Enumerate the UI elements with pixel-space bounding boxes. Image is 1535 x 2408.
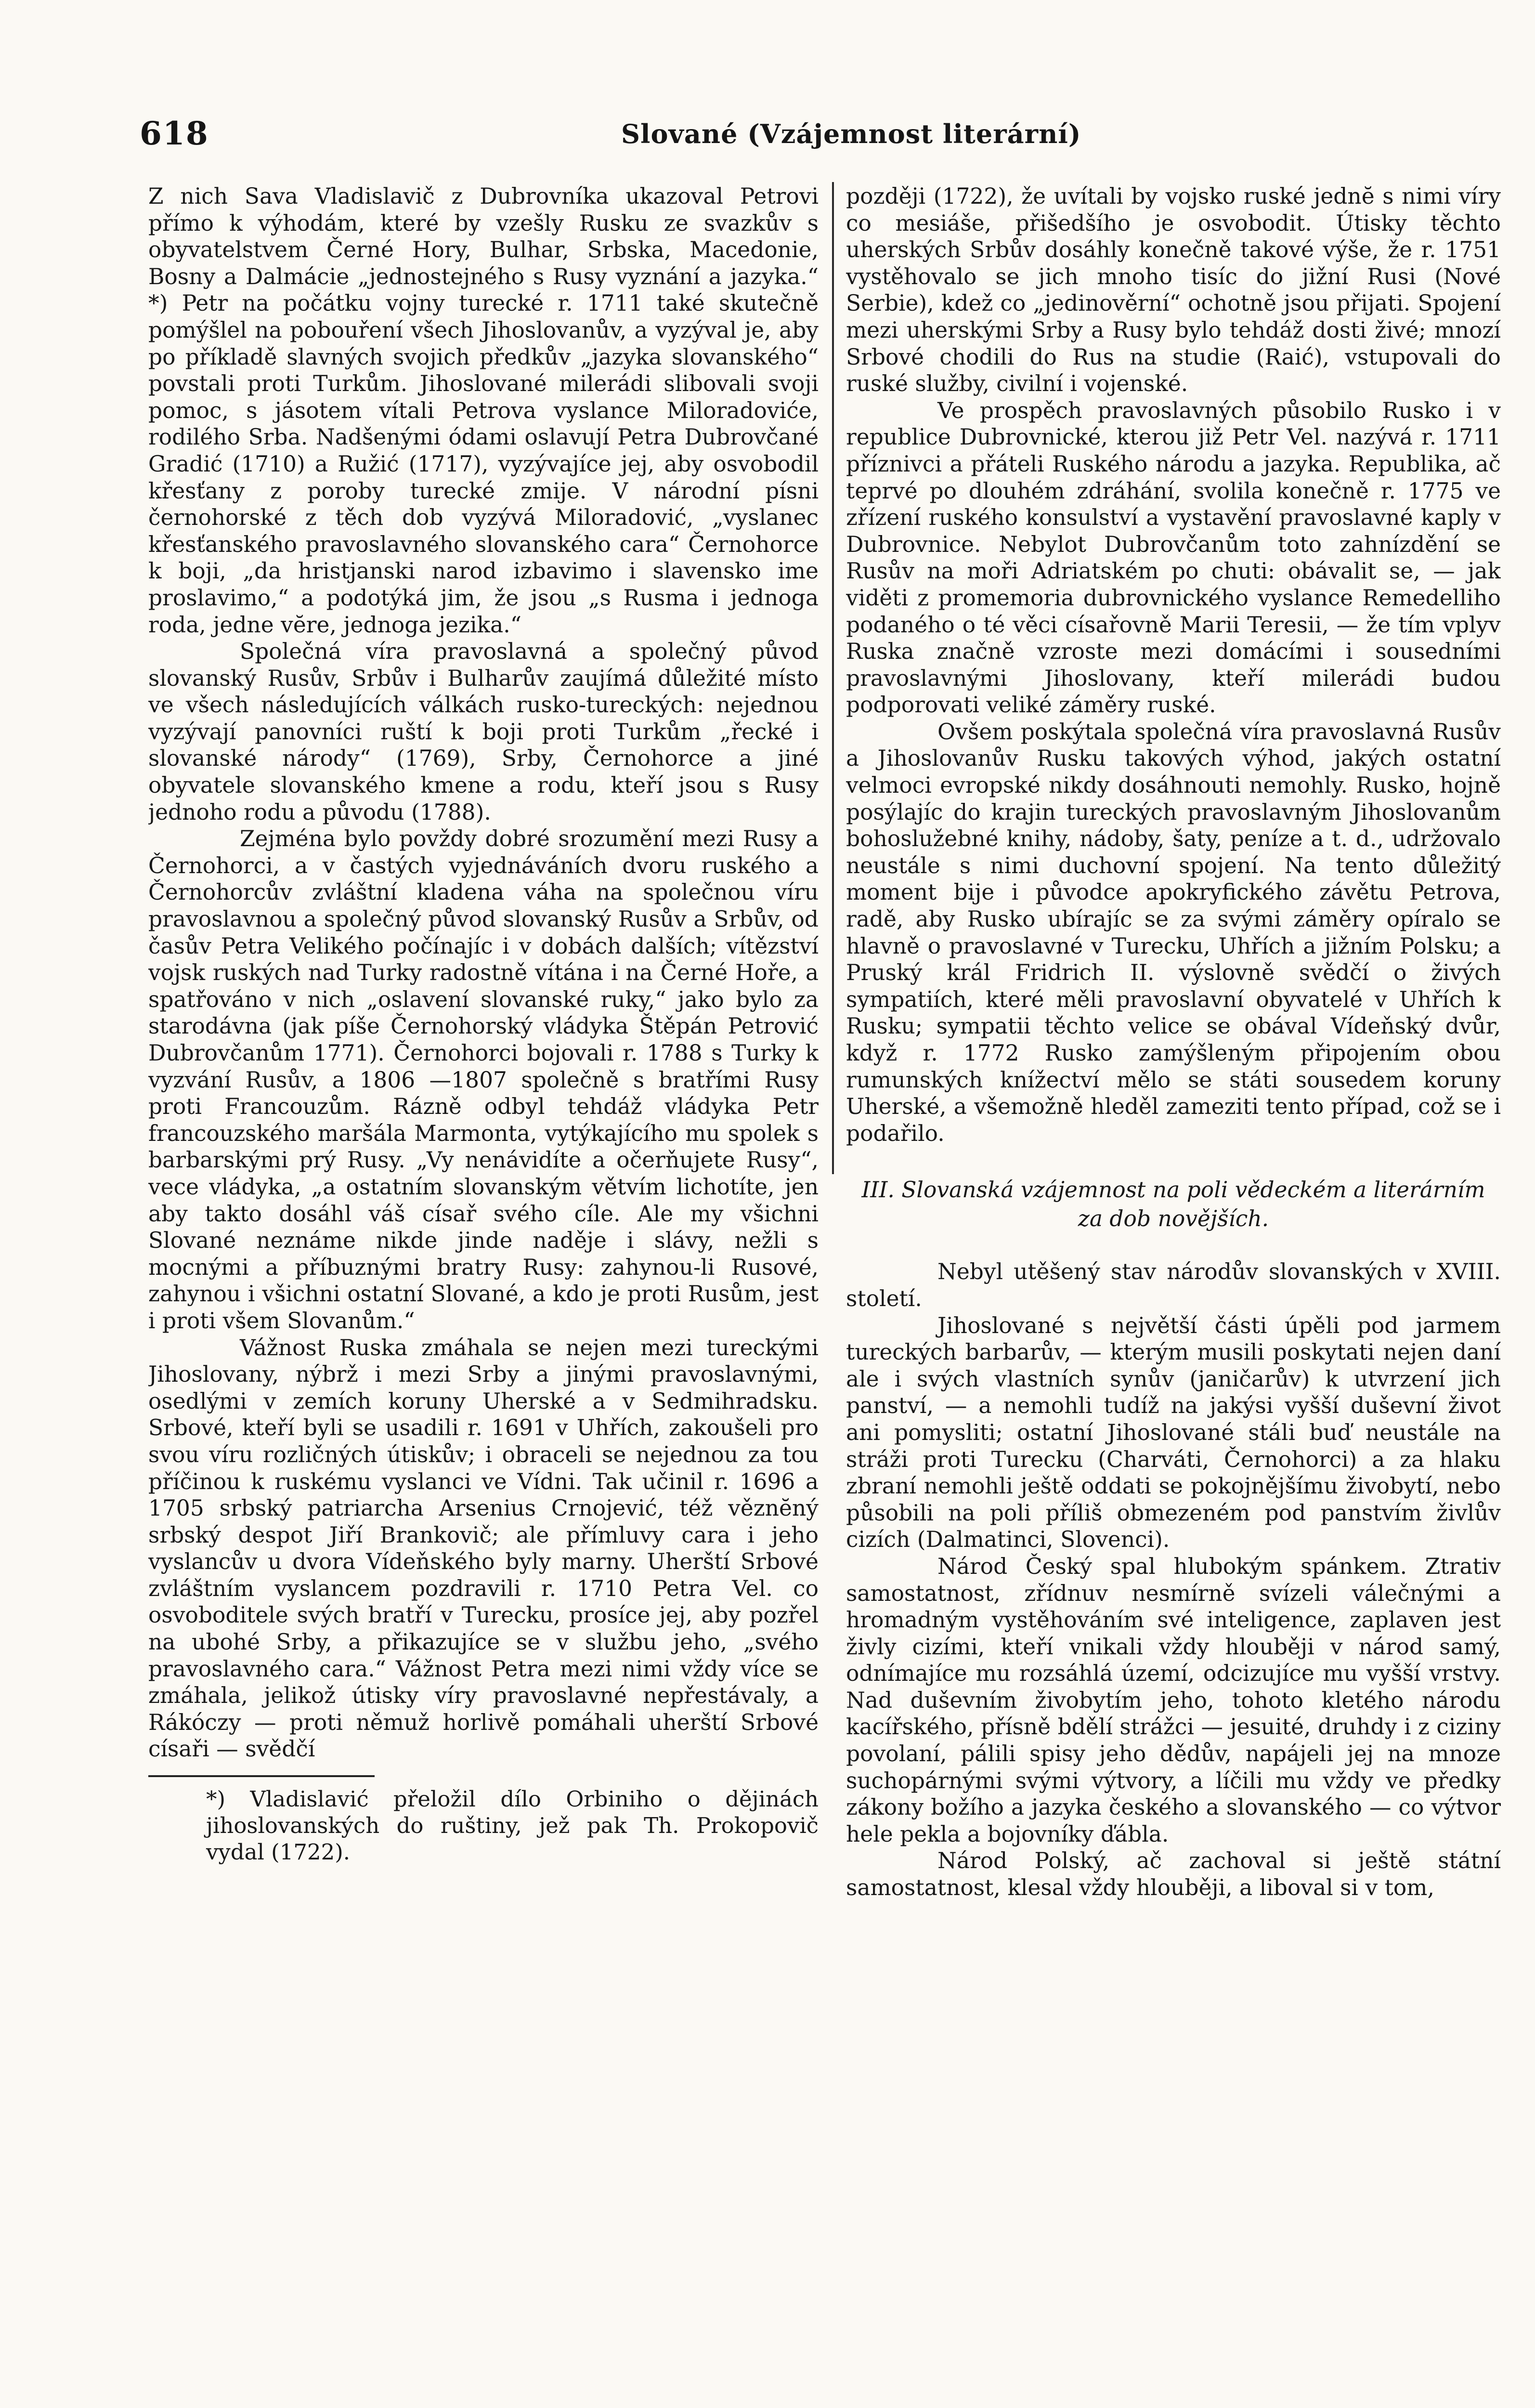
column-divider [832, 182, 834, 1174]
page-number: 618 [140, 115, 209, 152]
paragraph: Společná víra pravoslavná a společný původ slovanský Rusův, Srbův i Bulharův zaujímá důležité místo ve všech následujících válkách rusko-tureckých: nejednou vyzývají panovníci ruští k boji proti Turkům „řecké i slovanské národy“ (1769), Srby, Černohorce a jiné obyvatele slovanského kmene a rodu, kteří jsou s Rusy jednoho rodu a původu (1788). [148, 639, 819, 825]
paragraph: Ovšem poskýtala společná víra pravoslavná Rusův a Jihoslovanův Rusku takových výhod, jakých ostatní velmoci evropské nikdy dosáhnouti nemohly. Rusko, hojně posýlajíc do krajin tureckých pravoslavným Jihoslovanům bohoslužebné knihy, nádoby, šaty, peníze a t. d., udržovalo neustále s nimi duchovní spojení. Na tento důležitý moment bije i původce apokryfického závětu Petrova, radě, aby Rusko ubírajíc se za svými záměry opíralo se hlavně o pravoslavné v Turecku, Uhřích a jižním Polsku; a Pruský král Fridrich II. výslovně svědčí o živých sympatiích, které měli pravoslavní obyvatelé v Uhřích k Rusku; sympatii těchto velice se obával Vídeňský dvůr, když r. 1772 Rusko zamýšleným připojením obou rumunských knížectví mělo se státi sousedem koruny Uherské, a všemožně hleděl zameziti tento případ, což se i podařilo. [846, 719, 1501, 1146]
paragraph: Ve prospěch pravoslavných působilo Rusko i v republice Dubrovnické, kterou již Petr Vel. nazývá r. 1711 příznivci a přáteli Ruského národu a jazyka. Republika, ač teprvé po dlouhém zdráhání, svolila konečně r. 1775 ve zřízení ruského konsulství a vystavění pravoslavné kaply v Dubrovnice. Nebylot Dubrovčanům toto zahnízdění se Rusův na moři Adriatském po chuti: obávalit se, — jak viděti z promemoria dubrovnického vyslance Remedelliho podaného o té věci císařovně Marii Teresii, — že tím vplyv Ruska značně vzroste mezi domácími i sousedními pravoslavnými Jihoslovany, kteří milerádi budou podporovati veliké záměry ruské. [846, 397, 1501, 718]
paragraph: Národ Český spal hlubokým spánkem. Ztrativ samostatnost, zřídnuv nesmírně svízeli válečnými a hromadným vystěhováním své inteligence, zaplaven jest živly cizími, kteří vnikali vždy hlouběji v národ samý, odnímajíce mu rozsáhlá území, odcizujíce mu vyšší vrstvy. Nad duševním živobytím jeho, tohoto kletého národu kacířského, přísně bdělí strážci — jesuité, druhdy i z ciziny povolaní, pálili spisy jeho dědův, napájeli jej na mnoze suchopárnými svými výtvory, a líčili mu vždy ve předky zákony božího a jazyka českého a slovanského — co výtvor hele pekla a bojovníky ďábla. [846, 1553, 1501, 1847]
right-column [846, 183, 1501, 2408]
page-header [140, 115, 1517, 168]
section-heading: III. Slovanská vzájemnost na poli vědeckém a literárním za dob novějších. [861, 1177, 1485, 1232]
paragraph: Nebyl utěšený stav národův slovanských v XVIII. století. [846, 1259, 1501, 1311]
paragraph: Vážnost Ruska zmáhala se nejen mezi tureckými Jihoslovany, nýbrž i mezi Srby a jinými pravoslavnými, osedlými v zemích koruny Uherské a v Sedmihradsku. Srbové, kteří byli se usadili r. 1691 v Uhřích, zakoušeli pro svou víru rozličných útiskův; i obraceli se nejednou za tou příčinou k ruskému vyslanci ve Vídni. Tak učinil r. 1696 a 1705 srbský patriarcha Arsenius Crnojević, též věznĕný srbský despot Jiří Brankovič; ale přímluvy cara i jeho vyslancův u dvora Vídeňského byly marny. Uherští Srbové zvláštním vyslancem pozdravili r. 1710 Petra Vel. co osvoboditele svých bratří v Turecku, prosíce jej, aby pozřel na ubohé Srby, a přikazujíce se v službu jeho, „svého pravoslavného cara.“ Vážnost Petra mezi nimi vždy více se zmáhala, jelikož útisky víry pravoslavné nepřestávaly, a Rákóczy — proti němuž horlivě pomáhali uherští Srbové císaři — svědčí [148, 1335, 819, 1762]
running-title: Slované (Vzájemnost literární) [621, 118, 1081, 149]
paragraph: později (1722), že uvítali by vojsko ruské jednĕ s nimi víry co mesiáše, přišedšího je osvobodit. Útisky těchto uherských Srbův dosáhly konečně takové výše, že r. 1751 vystěhovalo se jich mnoho tisíc do jižní Rusi (Nové Serbie), kdež co „jedinověrní“ ochotně jsou přijati. Spojení mezi uherskými Srby a Rusy bylo tehdáž dosti živé; mnozí Srbové chodili do Rus na studie (Raić), vstupovali do ruské služby, civilní i vojenské. [846, 183, 1501, 397]
paragraph: Z nich Sava Vladislavič z Dubrovníka ukazoval Petrovi přímo k výhodám, které by vzešly Rusku ze svazkův s obyvatelstvem Černé Hory, Bulhar, Srbska, Macedonie, Bosny a Dalmácie „jednostejného s Rusy vyznání a jazyka.“ *) Petr na počátku vojny turecké r. 1711 také skutečně pomýšlel na pobouření všech Jihoslovanův, a vyzýval je, aby po příkladě slavných svojich předkův „jazyka slovanského“ povstali proti Turkům. Jihoslované milerádi slibovali svoji pomoc, s jásotem vítali Petrova vyslance Miloradoviće, rodilého Srba. Nadšenými ódami oslavují Petra Dubrovčané Gradić (1710) a Ružić (1717), vyzývajíce jej, aby osvobodil křesťany z poroby turecké zmije. V národní písni černohorské z těch dob vyzývá Miloradović, „vyslanec křesťanského pravoslavného slovanského cara“ Černohorce k boji, „da hristjanski narod izbavimo i slavensko ime proslavimo,“ a podotýká jim, že jsou „s Rusma i jednoga roda, jedne vĕre, jednoga jezika.“ [148, 183, 819, 638]
footnote: *) Vladislavić přeložil dílo Orbiniho o dějinách jihoslovanských do ruštiny, jež pak Th. Prokopovič vydal (1722). [206, 1786, 819, 1865]
paragraph: Národ Polský, ač zachoval si ještě státní samostatnost, klesal vždy hlouběji, a liboval si v tom, [846, 1848, 1501, 1901]
paragraph: Jihoslované s největší části úpěli pod jarmem tureckých barbarův, — kterým musili poskytati nejen daní ale i svých vlastních synův (janičarův) k utvrzení jich panství, — a nemohli tudíž na jakýsi vyšší duševní život ani pomysliti; ostatní Jihoslované stáli buď neustále na stráži proti Turecku (Charváti, Černohorci) a za hlaku zbraní nemohli ještě oddati se pokojnějšímu živobytí, nebo působili na poli příliš obmezeném pod panstvím živlův cizích (Dalmatinci, Slovenci). [846, 1312, 1501, 1553]
left-column [148, 183, 819, 2408]
paragraph: Zejména bylo povždy dobré srozumění mezi Rusy a Černohorci, a v častých vyjednáváních dvoru ruského a Černohorcův zvláštní kladena váha na společnou víru pravoslavnou a společný původ slovanský Rusův a Srbův, od časův Petra Velikého počínajíc i v dobách dalších; vítězství vojsk ruských nad Turky radostně vítána i na Černé Hoře, a spatřováno v nich „oslavení slovanské ruky,“ jako bylo za starodávna (jak píše Černohorský vládyka Štěpán Petrović Dubrovčanům 1771). Černohorci bojovali r. 1788 s Turky k vyzvání Rusův, a 1806 —1807 společně s bratřími Rusy proti Francouzům. Rázně odbyl tehdáž vládyka Petr francouzského maršála Marmonta, vytýkajícího mu spolek s barbarskými prý Rusy. „Vy nenávidíte a očerňujete Rusy“, vece vládyka, „a ostatním slovanským větvím lichotíte, jen aby takto dosáhl váš císař svého cíle. Ale my všichni Slované neznáme nikde jinde naděje i slávy, nežli s mocnými a příbuznými bratry Rusy: zahynou-li Rusové, zahynou i všichni ostatní Slované, a kdo je proti Rusům, jest i proti všem Slovanům.“ [148, 826, 819, 1334]
footnote-divider [148, 1775, 375, 1777]
